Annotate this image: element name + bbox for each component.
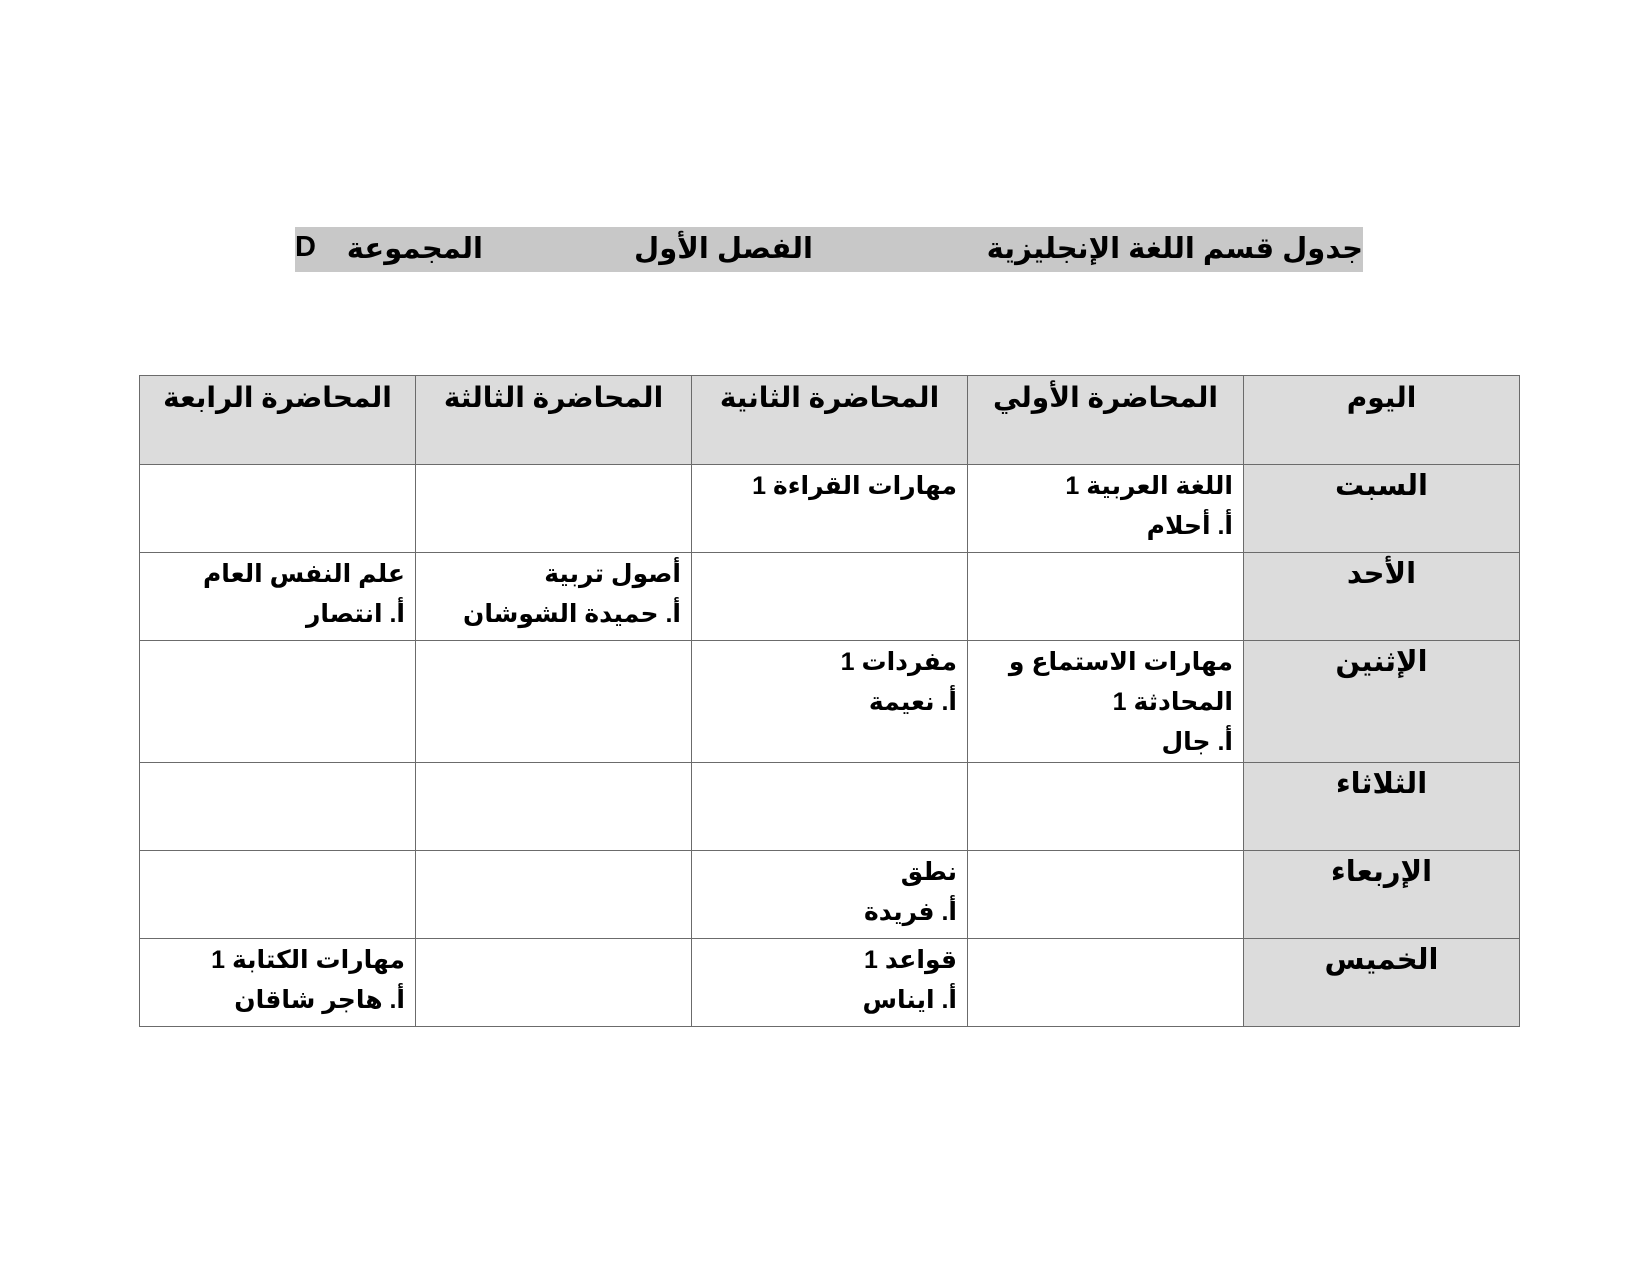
table-row bbox=[140, 763, 1520, 851]
lecture-cell bbox=[416, 641, 692, 763]
semester-label: الفصل الأول bbox=[634, 233, 813, 265]
schedule-table bbox=[139, 375, 1520, 1027]
lecture-cell bbox=[416, 851, 692, 939]
lecture-cell bbox=[692, 851, 968, 939]
lecture-instructor: أ. نعيمة bbox=[868, 688, 957, 716]
lecture-instructor: أ. فريدة bbox=[864, 898, 957, 926]
header-lecture-2: المحاضرة الثانية bbox=[692, 376, 968, 465]
day-cell: الإثنين bbox=[1244, 641, 1520, 763]
header-lecture-4: المحاضرة الرابعة bbox=[140, 376, 416, 465]
lecture-cell bbox=[692, 763, 968, 851]
lecture-subject: نطق bbox=[900, 858, 957, 886]
lecture-cell bbox=[140, 465, 416, 553]
lecture-cell bbox=[968, 851, 1244, 939]
lecture-subject: مفردات 1 bbox=[840, 648, 957, 676]
lecture-cell bbox=[692, 465, 968, 553]
lecture-cell bbox=[140, 641, 416, 763]
lecture-cell bbox=[140, 763, 416, 851]
lecture-subject: مهارات القراءة 1 bbox=[752, 472, 957, 500]
lecture-instructor: أ. جال bbox=[1161, 728, 1233, 756]
lecture-instructor: أ. ايناس bbox=[862, 986, 957, 1014]
lecture-cell bbox=[968, 641, 1244, 763]
lecture-cell bbox=[140, 851, 416, 939]
lecture-subject: اللغة العربية 1 bbox=[1065, 472, 1233, 500]
lecture-cell bbox=[416, 939, 692, 1027]
group-letter: D bbox=[295, 231, 316, 263]
lecture-instructor: أ. حميدة الشوشان bbox=[463, 600, 681, 628]
lecture-subject: أصول تربية bbox=[544, 560, 681, 588]
lecture-subject: مهارات الكتابة 1 bbox=[211, 946, 405, 974]
table-row bbox=[140, 641, 1520, 763]
group-label: المجموعة bbox=[346, 233, 483, 265]
day-cell: الخميس bbox=[1244, 939, 1520, 1027]
header-day: اليوم bbox=[1244, 376, 1520, 465]
lecture-subject: مهارات الاستماع و bbox=[1008, 648, 1233, 676]
lecture-cell bbox=[968, 553, 1244, 641]
lecture-cell bbox=[692, 553, 968, 641]
header-lecture-1: المحاضرة الأولي bbox=[968, 376, 1244, 465]
day-cell: السبت bbox=[1244, 465, 1520, 553]
lecture-cell bbox=[692, 641, 968, 763]
table-row bbox=[140, 939, 1520, 1027]
lecture-cell bbox=[692, 939, 968, 1027]
lecture-subject: علم النفس العام bbox=[202, 560, 405, 588]
lecture-subject: المحادثة 1 bbox=[1112, 688, 1233, 716]
lecture-cell bbox=[968, 939, 1244, 1027]
lecture-instructor: أ. هاجر شاقان bbox=[234, 986, 405, 1014]
lecture-cell bbox=[968, 763, 1244, 851]
table-row bbox=[140, 851, 1520, 939]
lecture-cell bbox=[140, 553, 416, 641]
department-title: جدول قسم اللغة الإنجليزية bbox=[986, 233, 1363, 265]
header-lecture-3: المحاضرة الثالثة bbox=[416, 376, 692, 465]
lecture-cell bbox=[416, 465, 692, 553]
table-row bbox=[140, 553, 1520, 641]
lecture-instructor: أ. أحلام bbox=[1146, 512, 1233, 540]
day-cell: الأحد bbox=[1244, 553, 1520, 641]
lecture-instructor: أ. انتصار bbox=[305, 600, 405, 628]
lecture-cell bbox=[416, 763, 692, 851]
lecture-cell bbox=[968, 465, 1244, 553]
header-row bbox=[140, 376, 1520, 465]
table-row bbox=[140, 465, 1520, 553]
title-bar bbox=[295, 227, 1363, 272]
day-cell: الثلاثاء bbox=[1244, 763, 1520, 851]
day-cell: الإربعاء bbox=[1244, 851, 1520, 939]
lecture-subject: قواعد 1 bbox=[864, 946, 957, 974]
lecture-cell bbox=[140, 939, 416, 1027]
lecture-cell bbox=[416, 553, 692, 641]
